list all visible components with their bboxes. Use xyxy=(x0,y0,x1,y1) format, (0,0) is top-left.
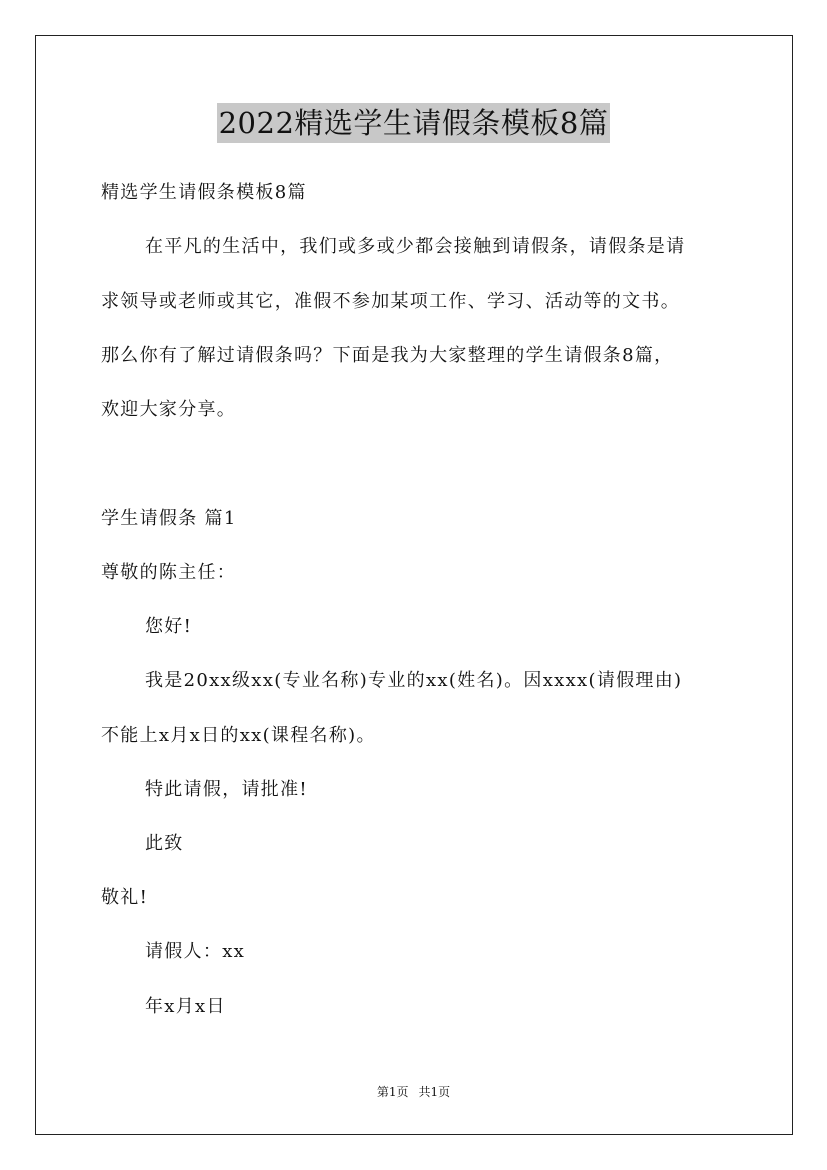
letter-date: 年x月x日 xyxy=(145,996,226,1017)
letter-closing-1: 此致 xyxy=(145,833,184,854)
document-title: 2022精选学生请假条模板8篇 xyxy=(217,103,611,143)
intro-line-1: 在平凡的生活中，我们或多或少都会接触到请假条，请假条是请 xyxy=(145,236,686,257)
letter-salutation: 尊敬的陈主任： xyxy=(101,562,237,583)
page-total: 共1页 xyxy=(418,1085,451,1099)
letter-greeting: 您好! xyxy=(145,616,193,637)
letter-signature: 请假人：xx xyxy=(145,941,246,962)
page-footer xyxy=(0,1084,827,1100)
letter-body-line-2: 不能上x月x日的xx(课程名称)。 xyxy=(101,725,376,746)
intro-line-4: 欢迎大家分享。 xyxy=(101,399,237,420)
document-subtitle: 精选学生请假条模板8篇 xyxy=(101,182,307,203)
section-heading: 学生请假条 篇1 xyxy=(101,508,237,529)
intro-line-2: 求领导或老师或其它，准假不参加某项工作、学习、活动等的文书。 xyxy=(101,291,680,312)
letter-body-line-1: 我是20xx级xx(专业名称)专业的xx(姓名)。因xxxx(请假理由) xyxy=(145,670,683,691)
intro-line-3: 那么你有了解过请假条吗？下面是我为大家整理的学生请假条8篇， xyxy=(101,345,674,366)
letter-closing-2: 敬礼! xyxy=(101,887,149,908)
title-container xyxy=(0,103,827,143)
page-number: 第1页 xyxy=(376,1085,409,1099)
letter-request: 特此请假，请批准! xyxy=(145,779,308,800)
